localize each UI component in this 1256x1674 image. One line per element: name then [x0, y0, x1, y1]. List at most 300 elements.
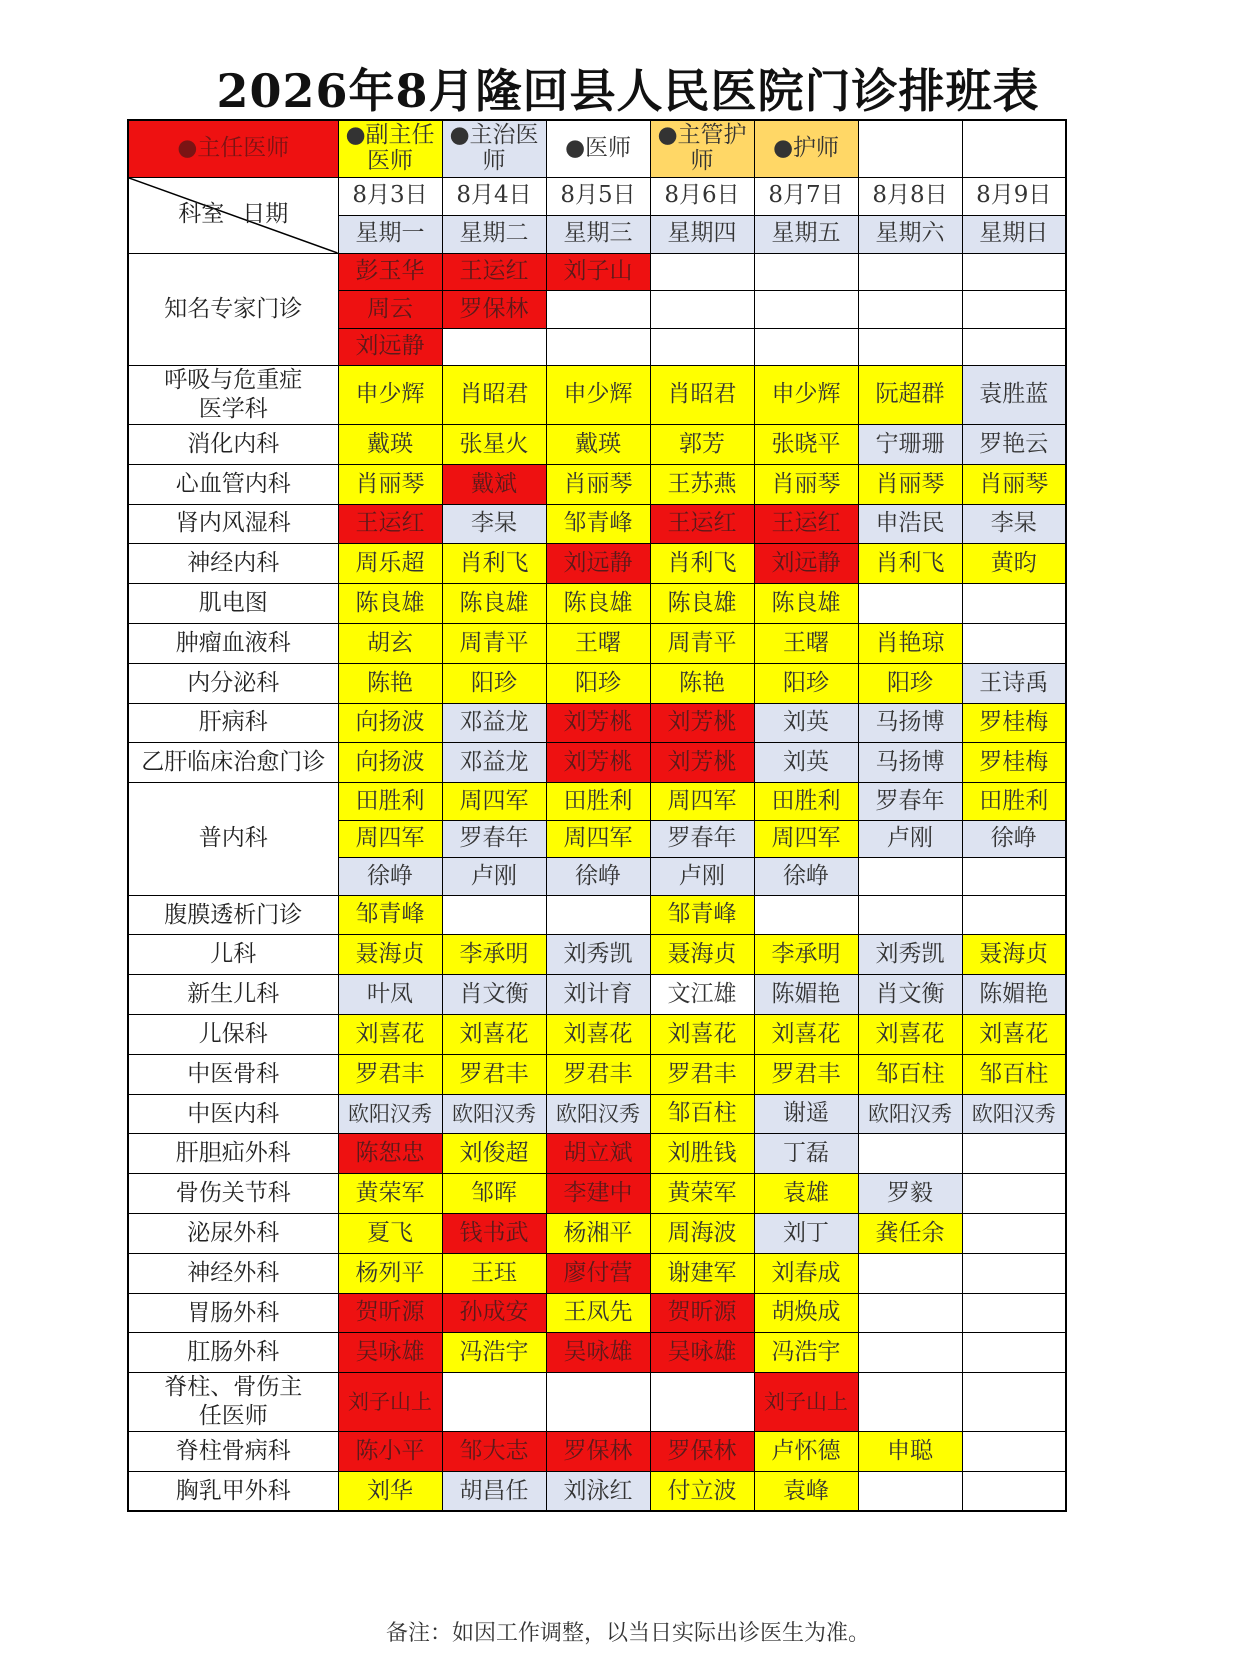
doctor-cell: 陈小平	[338, 1432, 442, 1472]
doctor-cell: 胡焕成	[754, 1293, 858, 1333]
doctor-cell: 肖丽琴	[858, 464, 962, 504]
doctor-cell: 罗艳云	[962, 425, 1066, 465]
doctor-cell: 肖利飞	[442, 544, 546, 584]
doctor-cell: 罗君丰	[338, 1054, 442, 1094]
doctor-cell: 肖丽琴	[754, 464, 858, 504]
doctor-cell: 周乐超	[338, 544, 442, 584]
table-row	[128, 663, 1066, 703]
doctor-cell	[962, 1174, 1066, 1214]
department-name: 儿科	[128, 935, 338, 975]
doctor-cell: 陈良雄	[754, 584, 858, 624]
table-row	[128, 623, 1066, 663]
doctor-cell: 马扬博	[858, 703, 962, 743]
table-row	[128, 544, 1066, 584]
doctor-cell: 陈恕忠	[338, 1134, 442, 1174]
doctor-cell: 李承明	[754, 935, 858, 975]
doctor-cell: 王曙	[546, 623, 650, 663]
doctor-cell: 刘喜花	[858, 1015, 962, 1055]
doctor-cell: 刘芳桃	[650, 743, 754, 783]
doctor-cell: 罗春年	[858, 783, 962, 821]
doctor-cell: 刘英	[754, 743, 858, 783]
doctor-cell: 张星火	[442, 425, 546, 465]
doctor-cell: 刘华	[338, 1472, 442, 1512]
department-name: 普内科	[128, 783, 338, 896]
doctor-cell: 刘胜钱	[650, 1134, 754, 1174]
doctor-cell	[962, 623, 1066, 663]
doctor-cell: 袁雄	[754, 1174, 858, 1214]
doctor-cell: 叶凤	[338, 975, 442, 1015]
weekday-header: 星期日	[962, 215, 1066, 253]
table-row	[128, 584, 1066, 624]
doctor-cell	[962, 253, 1066, 291]
date-header: 8月7日	[754, 177, 858, 215]
doctor-cell: 冯浩宇	[754, 1333, 858, 1373]
weekday-header: 星期三	[546, 215, 650, 253]
doctor-cell: 刘芳桃	[546, 743, 650, 783]
doctor-cell: 陈良雄	[546, 584, 650, 624]
corner-dept-label: 科室	[178, 201, 225, 228]
doctor-cell	[858, 1472, 962, 1512]
doctor-cell	[546, 1373, 650, 1432]
doctor-cell: 刘芳桃	[650, 703, 754, 743]
doctor-cell: 刘喜花	[650, 1015, 754, 1055]
table-row	[128, 1293, 1066, 1333]
doctor-cell: 李杲	[962, 504, 1066, 544]
department-name: 新生儿科	[128, 975, 338, 1015]
doctor-cell: 阳珍	[546, 663, 650, 703]
table-row	[128, 1432, 1066, 1472]
doctor-cell: 田胜利	[962, 783, 1066, 821]
doctor-cell	[754, 291, 858, 329]
doctor-cell: 罗毅	[858, 1174, 962, 1214]
legend-cell: ●副主任医师	[338, 120, 442, 177]
table-row	[128, 1214, 1066, 1254]
doctor-cell	[858, 253, 962, 291]
department-name: 肛肠外科	[128, 1333, 338, 1373]
department-name: 知名专家门诊	[128, 253, 338, 366]
doctor-cell: 陈良雄	[442, 584, 546, 624]
doctor-cell: 肖昭君	[442, 366, 546, 425]
weekday-header: 星期二	[442, 215, 546, 253]
doctor-cell: 戴斌	[442, 464, 546, 504]
doctor-cell	[962, 858, 1066, 896]
doctor-cell: 李杲	[442, 504, 546, 544]
doctor-cell: 周云	[338, 291, 442, 329]
table-row	[128, 464, 1066, 504]
doctor-cell: 聂海贞	[650, 935, 754, 975]
department-name: 肌电图	[128, 584, 338, 624]
doctor-cell: 陈良雄	[338, 584, 442, 624]
doctor-cell: 邹百柱	[962, 1054, 1066, 1094]
doctor-cell: 肖文衡	[858, 975, 962, 1015]
doctor-cell: 刘计育	[546, 975, 650, 1015]
doctor-cell: 刘远静	[754, 544, 858, 584]
doctor-cell	[962, 328, 1066, 366]
doctor-cell: 陈艳	[650, 663, 754, 703]
doctor-cell: 刘远静	[546, 544, 650, 584]
weekday-header: 星期一	[338, 215, 442, 253]
doctor-cell: 吴咏雄	[650, 1333, 754, 1373]
doctor-cell: 罗保林	[650, 1432, 754, 1472]
department-name: 胃肠外科	[128, 1293, 338, 1333]
doctor-cell: 付立波	[650, 1472, 754, 1512]
doctor-cell: 邹青峰	[546, 504, 650, 544]
doctor-cell: 胡立斌	[546, 1134, 650, 1174]
doctor-cell: 肖丽琴	[546, 464, 650, 504]
doctor-cell	[858, 1253, 962, 1293]
doctor-cell: 聂海贞	[338, 935, 442, 975]
department-name: 骨伤关节科	[128, 1174, 338, 1214]
doctor-cell	[962, 1373, 1066, 1432]
table-row	[128, 935, 1066, 975]
doctor-cell: 袁峰	[754, 1472, 858, 1512]
doctor-cell	[858, 858, 962, 896]
doctor-cell: 阳珍	[858, 663, 962, 703]
doctor-cell	[962, 1214, 1066, 1254]
doctor-cell: 周青平	[442, 623, 546, 663]
legend-cell: ●护师	[754, 120, 858, 177]
doctor-cell: 徐峥	[546, 858, 650, 896]
legend-cell: ●主治医师	[442, 120, 546, 177]
doctor-cell: 欧阳汉秀	[442, 1094, 546, 1134]
doctor-cell: 田胜利	[754, 783, 858, 821]
doctor-cell: 邹大志	[442, 1432, 546, 1472]
doctor-cell	[858, 1373, 962, 1432]
weekday-header: 星期五	[754, 215, 858, 253]
doctor-cell: 罗保林	[546, 1432, 650, 1472]
footnote: 备注：如因工作调整，以当日实际出诊医生为准。	[385, 1621, 870, 1646]
doctor-cell	[546, 291, 650, 329]
doctor-cell: 周海波	[650, 1214, 754, 1254]
doctor-cell: 陈良雄	[650, 584, 754, 624]
doctor-cell	[858, 291, 962, 329]
doctor-cell: 周四军	[754, 820, 858, 858]
doctor-cell: 罗桂梅	[962, 703, 1066, 743]
doctor-cell: 刘俊超	[442, 1134, 546, 1174]
department-name: 乙肝临床治愈门诊	[128, 743, 338, 783]
legend-cell	[858, 120, 962, 177]
doctor-cell: 刘喜花	[546, 1015, 650, 1055]
doctor-cell	[650, 291, 754, 329]
doctor-cell: 卢刚	[858, 820, 962, 858]
doctor-cell: 刘喜花	[754, 1015, 858, 1055]
doctor-cell	[962, 584, 1066, 624]
doctor-cell: 王曙	[754, 623, 858, 663]
doctor-cell	[858, 1134, 962, 1174]
doctor-cell: 贺昕源	[338, 1293, 442, 1333]
department-name: 肝胆疝外科	[128, 1134, 338, 1174]
table-row	[128, 1134, 1066, 1174]
doctor-cell: 申少辉	[546, 366, 650, 425]
doctor-cell: 丁磊	[754, 1134, 858, 1174]
doctor-cell	[650, 328, 754, 366]
doctor-cell: 刘远静	[338, 328, 442, 366]
doctor-cell: 黄荣军	[650, 1174, 754, 1214]
doctor-cell: 刘喜花	[962, 1015, 1066, 1055]
table-row	[128, 425, 1066, 465]
doctor-cell: 罗君丰	[546, 1054, 650, 1094]
doctor-cell: 王运红	[338, 504, 442, 544]
table-row	[128, 743, 1066, 783]
doctor-cell: 徐峥	[754, 858, 858, 896]
doctor-cell	[962, 1293, 1066, 1333]
table-row	[128, 366, 1066, 425]
doctor-cell: 阳珍	[442, 663, 546, 703]
table-row	[128, 1054, 1066, 1094]
doctor-cell: 刘春成	[754, 1253, 858, 1293]
doctor-cell: 肖艳琼	[858, 623, 962, 663]
doctor-cell: 周四军	[338, 820, 442, 858]
department-name: 神经外科	[128, 1253, 338, 1293]
doctor-cell	[858, 1293, 962, 1333]
doctor-cell: 向扬波	[338, 743, 442, 783]
doctor-cell: 戴瑛	[546, 425, 650, 465]
doctor-cell	[962, 1472, 1066, 1512]
department-name: 呼吸与危重症医学科	[128, 366, 338, 425]
doctor-cell	[962, 1333, 1066, 1373]
doctor-cell: 欧阳汉秀	[858, 1094, 962, 1134]
legend-cell: ●医师	[546, 120, 650, 177]
doctor-cell: 罗君丰	[754, 1054, 858, 1094]
doctor-cell: 陈媚艳	[962, 975, 1066, 1015]
department-name: 心血管内科	[128, 464, 338, 504]
doctor-cell: 卢刚	[442, 858, 546, 896]
doctor-cell: 肖丽琴	[962, 464, 1066, 504]
department-name: 内分泌科	[128, 663, 338, 703]
doctor-cell: 申少辉	[754, 366, 858, 425]
doctor-cell	[858, 584, 962, 624]
doctor-cell: 阳珍	[754, 663, 858, 703]
legend-cell: ●主管护师	[650, 120, 754, 177]
doctor-cell: 肖文衡	[442, 975, 546, 1015]
doctor-cell: 刘芳桃	[546, 703, 650, 743]
doctor-cell: 刘秀凯	[546, 935, 650, 975]
doctor-cell: 彭玉华	[338, 253, 442, 291]
department-name: 消化内科	[128, 425, 338, 465]
doctor-cell: 肖利飞	[650, 544, 754, 584]
doctor-cell: 周四军	[650, 783, 754, 821]
date-header: 8月4日	[442, 177, 546, 215]
table-row	[128, 1472, 1066, 1512]
doctor-cell: 李建中	[546, 1174, 650, 1214]
doctor-cell: 陈艳	[338, 663, 442, 703]
doctor-cell: 刘泳红	[546, 1472, 650, 1512]
doctor-cell: 夏飞	[338, 1214, 442, 1254]
doctor-cell	[442, 328, 546, 366]
table-row	[128, 253, 1066, 291]
legend-cell: ●主任医师	[128, 120, 338, 177]
doctor-cell	[858, 328, 962, 366]
doctor-cell	[962, 895, 1066, 935]
doctor-cell: 刘喜花	[338, 1015, 442, 1055]
table-row	[128, 1333, 1066, 1373]
doctor-cell: 杨湘平	[546, 1214, 650, 1254]
doctor-cell: 冯浩宇	[442, 1333, 546, 1373]
doctor-cell: 郭芳	[650, 425, 754, 465]
doctor-cell: 周四军	[546, 820, 650, 858]
doctor-cell: 王凤先	[546, 1293, 650, 1333]
doctor-cell	[754, 328, 858, 366]
doctor-cell	[546, 895, 650, 935]
table-row	[128, 895, 1066, 935]
department-name: 腹膜透析门诊	[128, 895, 338, 935]
table-row	[128, 975, 1066, 1015]
doctor-cell: 张晓平	[754, 425, 858, 465]
doctor-cell: 肖昭君	[650, 366, 754, 425]
corner-date-label: 日期	[242, 201, 289, 228]
department-name: 脊柱、骨伤主任医师	[128, 1373, 338, 1432]
doctor-cell: 肖丽琴	[338, 464, 442, 504]
legend-cell	[962, 120, 1066, 177]
date-header: 8月5日	[546, 177, 650, 215]
doctor-cell: 申浩民	[858, 504, 962, 544]
table-row	[128, 504, 1066, 544]
doctor-cell	[650, 1373, 754, 1432]
doctor-cell: 贺昕源	[650, 1293, 754, 1333]
page-title: 2026年8月隆回县人民医院门诊排班表	[216, 64, 1040, 118]
doctor-cell: 吴咏雄	[546, 1333, 650, 1373]
doctor-cell: 罗君丰	[442, 1054, 546, 1094]
department-name: 胸乳甲外科	[128, 1472, 338, 1512]
doctor-cell: 孙成安	[442, 1293, 546, 1333]
doctor-cell	[442, 895, 546, 935]
table-row	[128, 783, 1066, 821]
doctor-cell: 王苏燕	[650, 464, 754, 504]
corner-label	[129, 178, 338, 253]
doctor-cell: 王运红	[754, 504, 858, 544]
doctor-cell: 谢建军	[650, 1253, 754, 1293]
doctor-cell: 邹百柱	[858, 1054, 962, 1094]
doctor-cell: 罗桂梅	[962, 743, 1066, 783]
doctor-cell: 刘子山上	[338, 1373, 442, 1432]
doctor-cell: 袁胜蓝	[962, 366, 1066, 425]
doctor-cell: 肖利飞	[858, 544, 962, 584]
doctor-cell: 胡昌任	[442, 1472, 546, 1512]
doctor-cell: 胡玄	[338, 623, 442, 663]
doctor-cell	[650, 253, 754, 291]
doctor-cell: 邹青峰	[650, 895, 754, 935]
doctor-cell: 戴瑛	[338, 425, 442, 465]
doctor-cell	[754, 895, 858, 935]
doctor-cell: 卢怀德	[754, 1432, 858, 1472]
date-header: 8月3日	[338, 177, 442, 215]
doctor-cell	[442, 1373, 546, 1432]
doctor-cell: 黄荣军	[338, 1174, 442, 1214]
doctor-cell: 刘子山上	[754, 1373, 858, 1432]
date-row	[128, 177, 1066, 215]
doctor-cell: 马扬博	[858, 743, 962, 783]
doctor-cell: 田胜利	[546, 783, 650, 821]
doctor-cell: 刘秀凯	[858, 935, 962, 975]
doctor-cell: 向扬波	[338, 703, 442, 743]
doctor-cell: 陈媚艳	[754, 975, 858, 1015]
doctor-cell	[546, 328, 650, 366]
doctor-cell: 邹青峰	[338, 895, 442, 935]
date-header: 8月6日	[650, 177, 754, 215]
department-name: 肿瘤血液科	[128, 623, 338, 663]
doctor-cell: 徐峥	[338, 858, 442, 896]
doctor-cell: 罗春年	[442, 820, 546, 858]
weekday-header: 星期四	[650, 215, 754, 253]
schedule-table	[127, 119, 1067, 1512]
doctor-cell: 谢遥	[754, 1094, 858, 1134]
department-name: 泌尿外科	[128, 1214, 338, 1254]
doctor-cell: 刘丁	[754, 1214, 858, 1254]
doctor-cell: 邹晖	[442, 1174, 546, 1214]
doctor-cell: 文江雄	[650, 975, 754, 1015]
doctor-cell: 欧阳汉秀	[962, 1094, 1066, 1134]
doctor-cell: 吴咏雄	[338, 1333, 442, 1373]
doctor-cell: 杨列平	[338, 1253, 442, 1293]
department-name: 脊柱骨病科	[128, 1432, 338, 1472]
doctor-cell: 王运红	[650, 504, 754, 544]
table-row	[128, 1373, 1066, 1432]
doctor-cell: 宁珊珊	[858, 425, 962, 465]
doctor-cell: 欧阳汉秀	[546, 1094, 650, 1134]
doctor-cell: 黄昀	[962, 544, 1066, 584]
department-name: 肝病科	[128, 703, 338, 743]
doctor-cell	[962, 1253, 1066, 1293]
table-row	[128, 703, 1066, 743]
weekday-header: 星期六	[858, 215, 962, 253]
doctor-cell: 李承明	[442, 935, 546, 975]
doctor-cell	[754, 253, 858, 291]
department-name: 儿保科	[128, 1015, 338, 1055]
doctor-cell	[962, 291, 1066, 329]
doctor-cell	[962, 1134, 1066, 1174]
department-name: 中医内科	[128, 1094, 338, 1134]
doctor-cell: 刘喜花	[442, 1015, 546, 1055]
date-header: 8月9日	[962, 177, 1066, 215]
doctor-cell: 王诗禹	[962, 663, 1066, 703]
doctor-cell: 申聪	[858, 1432, 962, 1472]
doctor-cell: 周青平	[650, 623, 754, 663]
date-header: 8月8日	[858, 177, 962, 215]
doctor-cell: 龚任余	[858, 1214, 962, 1254]
doctor-cell	[858, 895, 962, 935]
table-row	[128, 1015, 1066, 1055]
doctor-cell: 阮超群	[858, 366, 962, 425]
doctor-cell: 欧阳汉秀	[338, 1094, 442, 1134]
doctor-cell: 邓益龙	[442, 703, 546, 743]
corner-cell	[128, 177, 338, 253]
doctor-cell: 罗保林	[442, 291, 546, 329]
doctor-cell: 刘英	[754, 703, 858, 743]
department-name: 中医骨科	[128, 1054, 338, 1094]
doctor-cell: 罗君丰	[650, 1054, 754, 1094]
doctor-cell: 罗春年	[650, 820, 754, 858]
doctor-cell: 卢刚	[650, 858, 754, 896]
doctor-cell: 聂海贞	[962, 935, 1066, 975]
doctor-cell: 周四军	[442, 783, 546, 821]
doctor-cell: 徐峥	[962, 820, 1066, 858]
department-name: 肾内风湿科	[128, 504, 338, 544]
doctor-cell: 邓益龙	[442, 743, 546, 783]
doctor-cell	[962, 1432, 1066, 1472]
doctor-cell: 邹百柱	[650, 1094, 754, 1134]
doctor-cell	[858, 1333, 962, 1373]
doctor-cell: 刘子山	[546, 253, 650, 291]
table-row	[128, 1253, 1066, 1293]
doctor-cell: 王运红	[442, 253, 546, 291]
doctor-cell: 廖付营	[546, 1253, 650, 1293]
doctor-cell: 田胜利	[338, 783, 442, 821]
table-row	[128, 1094, 1066, 1134]
department-name: 神经内科	[128, 544, 338, 584]
legend-row	[128, 120, 1066, 177]
doctor-cell: 钱书武	[442, 1214, 546, 1254]
doctor-cell: 申少辉	[338, 366, 442, 425]
